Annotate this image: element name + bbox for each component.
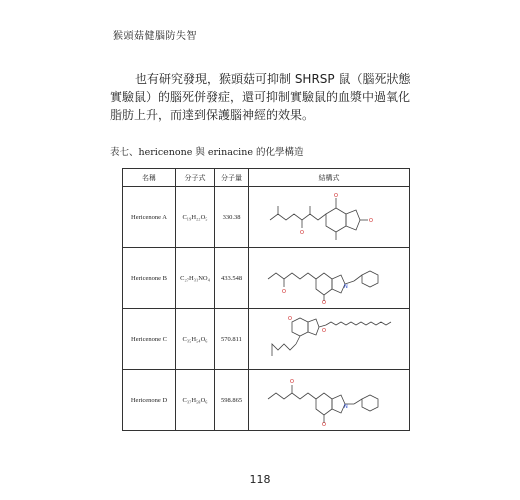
structure-cell xyxy=(249,309,410,370)
svg-text:O: O xyxy=(288,316,292,322)
svg-text:O: O xyxy=(322,328,326,334)
compound-formula: C₁₉H₂₂O₅ xyxy=(176,187,215,248)
paragraph-text: 也有研究發現，猴頭菇可抑制 SHRSP 鼠（腦死狀態實驗鼠）的腦死併發症，還可抑制實驗鼠的血漿中過氧化脂肪上升，而達到保護腦神經的效果。 xyxy=(110,72,411,122)
svg-text:O: O xyxy=(282,289,286,295)
compound-name: Hericenone D xyxy=(123,370,176,431)
hericenone-c-structure-image xyxy=(264,312,394,366)
compound-formula: C₂₇H₃₁NO₄ xyxy=(176,248,215,309)
running-header: 猴頭菇健腦防失智 xyxy=(113,31,197,42)
structure-cell xyxy=(249,187,410,248)
table-row xyxy=(123,248,410,309)
compound-formula: C₃₅H₅₄O₆ xyxy=(176,309,215,370)
table-row xyxy=(123,370,410,431)
compound-weight: 598.865 xyxy=(215,370,249,431)
header-name: 名稱 xyxy=(123,169,176,187)
svg-text:O: O xyxy=(369,218,373,224)
structure-cell xyxy=(249,370,410,431)
page-number: 118 xyxy=(249,473,271,486)
svg-text:O: O xyxy=(322,300,326,305)
compound-name: Hericenone C xyxy=(123,309,176,370)
svg-text:O: O xyxy=(290,379,294,385)
svg-text:O: O xyxy=(300,230,304,236)
compound-weight: 433.548 xyxy=(215,248,249,309)
chemical-structure-table xyxy=(122,168,410,431)
header-weight: 分子量 xyxy=(215,169,249,187)
svg-text:N: N xyxy=(344,284,348,290)
hericenone-d-structure-image xyxy=(264,373,394,427)
compound-formula: C₃₇H₅₈O₆ xyxy=(176,370,215,431)
svg-text:N: N xyxy=(344,404,348,410)
header-formula: 分子式 xyxy=(176,169,215,187)
header-structure: 結構式 xyxy=(249,169,410,187)
table-header-row xyxy=(123,169,410,187)
structure-cell xyxy=(249,248,410,309)
svg-text:O: O xyxy=(334,193,338,199)
compound-weight: 570.811 xyxy=(215,309,249,370)
body-paragraph xyxy=(110,70,416,124)
compound-weight: 330.38 xyxy=(215,187,249,248)
hericenone-a-structure-image xyxy=(264,190,394,244)
table-row xyxy=(123,187,410,248)
hericenone-b-structure-image xyxy=(264,251,394,305)
compound-name: Hericenone A xyxy=(123,187,176,248)
table-row xyxy=(123,309,410,370)
table-caption: 表七、hericenone 與 erinacine 的化學構造 xyxy=(110,147,304,158)
svg-text:O: O xyxy=(322,422,326,427)
compound-name: Hericenone B xyxy=(123,248,176,309)
